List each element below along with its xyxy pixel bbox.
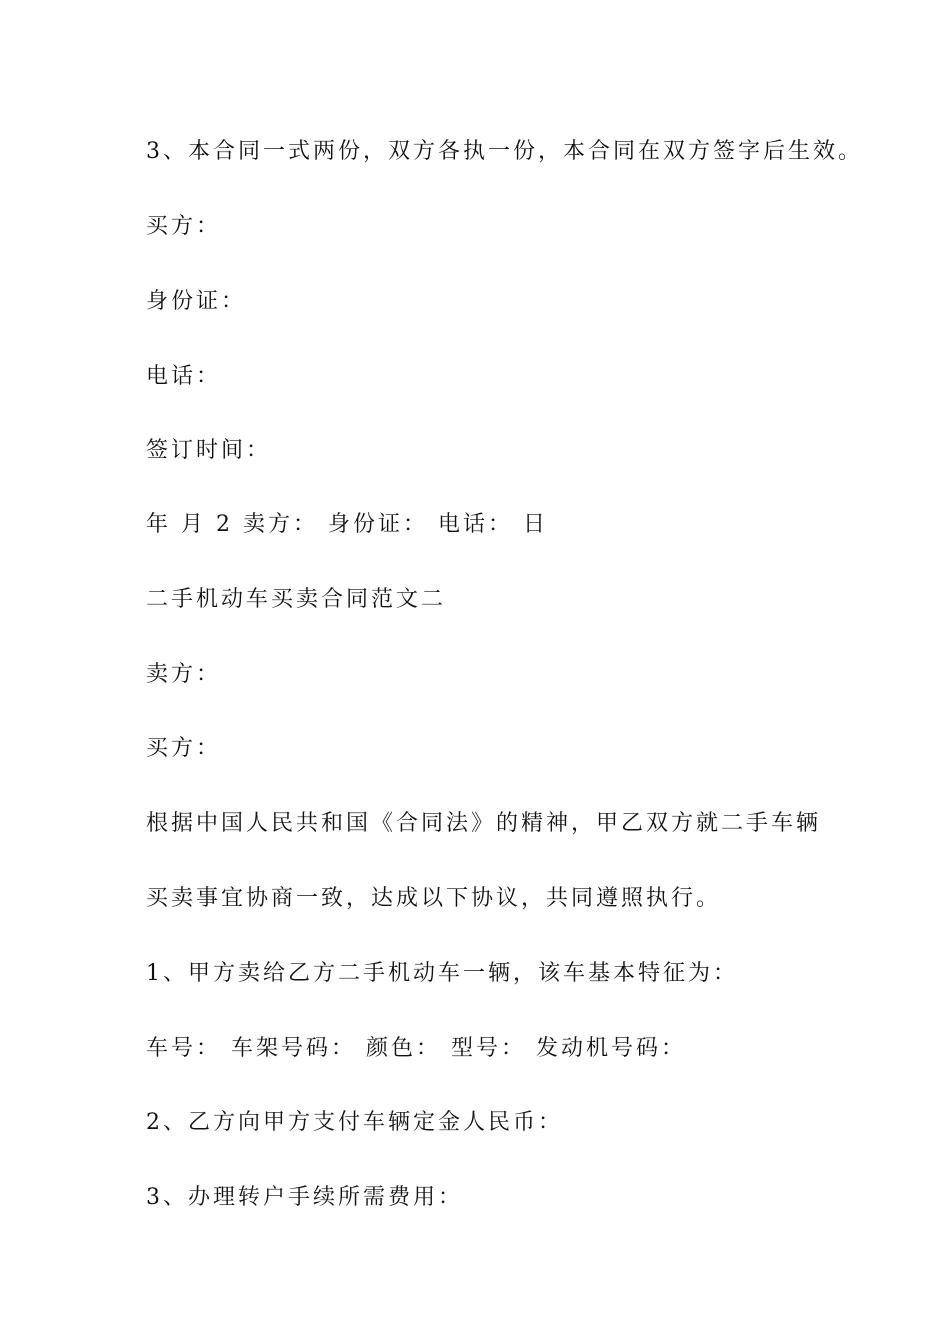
id-card-label: 身份证： xyxy=(146,289,247,314)
preamble-line-2: 买卖事宜协商一致，达成以下协议，共同遵照执行。 xyxy=(146,886,722,911)
section-title: 二手机动车买卖合同范文二 xyxy=(146,587,447,612)
clause-2: 2、乙方向甲方支付车辆定金人民币： xyxy=(146,1110,563,1135)
contract-clause-3-effectiveness: 3、本合同一式两份，双方各执一份，本合同在双方签字后生效。 xyxy=(146,139,863,164)
buyer-label-2: 买方： xyxy=(146,736,222,761)
seller-label: 卖方： xyxy=(146,662,222,687)
date-seller-line: 年 月 2 卖方： 身份证： 电话： 日 xyxy=(146,512,548,537)
buyer-label: 买方： xyxy=(146,214,222,239)
preamble-line-1: 根据中国人民共和国《合同法》的精神，甲乙双方就二手车辆 xyxy=(146,811,822,836)
clause-3-transfer-fees: 3、办理转户手续所需费用： xyxy=(146,1185,463,1210)
signing-date-label: 签订时间： xyxy=(146,438,272,463)
phone-label: 电话： xyxy=(146,364,222,389)
clause-1: 1、甲方卖给乙方二手机动车一辆，该车基本特征为： xyxy=(146,961,738,986)
vehicle-details-line: 车号： 车架号码： 颜色： 型号： 发动机号码： xyxy=(146,1036,686,1061)
